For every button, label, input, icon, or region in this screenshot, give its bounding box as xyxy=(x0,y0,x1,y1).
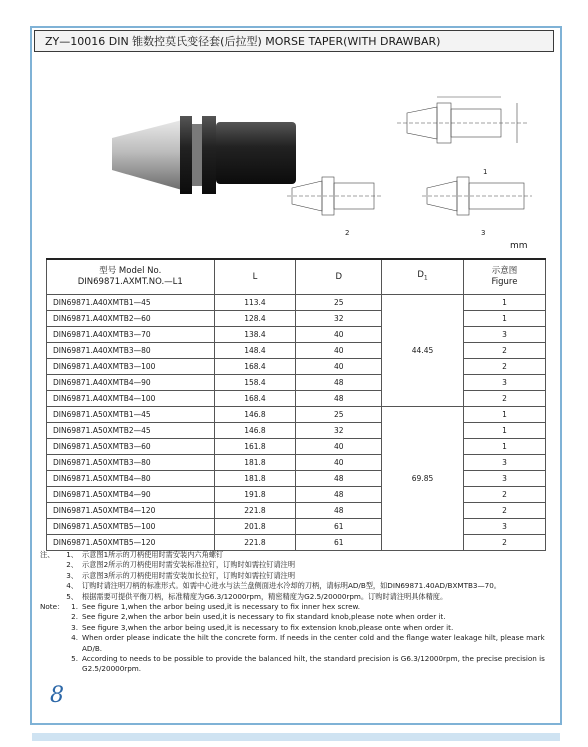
cell-d: 25 xyxy=(296,295,382,311)
note-item xyxy=(40,612,555,622)
note-item xyxy=(40,571,555,581)
cell-model: DIN69871.A40XMTB4—100 xyxy=(47,391,215,407)
cell-l: 158.4 xyxy=(214,375,296,391)
note-item xyxy=(40,581,555,591)
cell-l: 191.8 xyxy=(214,487,296,503)
note-label xyxy=(40,612,64,622)
cell-l: 201.8 xyxy=(214,519,296,535)
note-item xyxy=(40,550,555,560)
note-text: 根据需要可提供平衡刀柄，标准精度为G6.3/12000rpm，精密精度为G2.5/20000rpm。订购时请注明具体精度。 xyxy=(82,591,448,601)
cell-figure: 2 xyxy=(463,343,545,359)
cell-figure: 2 xyxy=(463,487,545,503)
cell-d: 61 xyxy=(296,519,382,535)
note-label xyxy=(40,623,64,633)
cell-d: 40 xyxy=(296,439,382,455)
cell-d: 48 xyxy=(296,375,382,391)
header-l: L xyxy=(214,259,296,295)
cell-d: 25 xyxy=(296,407,382,423)
notes-english xyxy=(40,602,555,675)
table-row xyxy=(47,423,546,439)
cell-d: 32 xyxy=(296,423,382,439)
page-footer-bar xyxy=(32,733,560,741)
notes xyxy=(40,550,555,675)
cell-l: 168.4 xyxy=(214,391,296,407)
note-label: 注、 xyxy=(40,550,55,559)
cell-figure: 3 xyxy=(463,455,545,471)
header-model: 型号 Model No. DIN69871.AXMT.NO.—L1 xyxy=(47,259,215,295)
cell-figure: 2 xyxy=(463,535,545,551)
note-label: Note： xyxy=(40,602,65,612)
cell-model: DIN69871.A50XMTB5—100 xyxy=(47,519,215,535)
technical-drawings xyxy=(287,83,552,253)
cell-figure: 2 xyxy=(463,503,545,519)
cell-l: 138.4 xyxy=(214,327,296,343)
note-text: See figure 1,when the arbor being used,it is necessary to fix inner hex screw. xyxy=(82,602,360,612)
page-frame xyxy=(30,26,562,725)
cell-l: 221.8 xyxy=(214,535,296,551)
header-figure: 示意图 Figure xyxy=(463,259,545,295)
cell-model: DIN69871.A50XMTB1—45 xyxy=(47,407,215,423)
note-number: 5. xyxy=(71,654,78,664)
cell-model: DIN69871.A40XMTB3—70 xyxy=(47,327,215,343)
cell-figure: 1 xyxy=(463,311,545,327)
cell-d: 48 xyxy=(296,471,382,487)
cell-figure: 1 xyxy=(463,295,545,311)
spec-table xyxy=(46,258,546,551)
cell-d: 40 xyxy=(296,327,382,343)
note-label xyxy=(40,654,64,675)
note-number: 5、 xyxy=(66,591,78,601)
cell-d: 40 xyxy=(296,359,382,375)
cell-l: 113.4 xyxy=(214,295,296,311)
cell-d: 48 xyxy=(296,391,382,407)
cell-d: 32 xyxy=(296,311,382,327)
table-row xyxy=(47,375,546,391)
spec-table-body xyxy=(47,295,546,551)
table-row xyxy=(47,343,546,359)
note-label xyxy=(40,560,64,570)
cell-figure: 2 xyxy=(463,359,545,375)
note-text: When order please indicate the hilt the concrete form. If needs in the center cold and the flange water leakage hilt, please mark AD/B. xyxy=(82,633,545,653)
note-text: See figure 2,when the arbor bein used,it is necessary to fix standard knob,please note when order it. xyxy=(82,612,446,622)
cell-model: DIN69871.A50XMTB4—90 xyxy=(47,487,215,503)
note-label xyxy=(40,581,64,591)
note-number: 1. xyxy=(71,602,78,612)
cell-l: 128.4 xyxy=(214,311,296,327)
note-number: 1、 xyxy=(66,550,78,559)
cell-d: 48 xyxy=(296,487,382,503)
note-number: 3. xyxy=(71,622,78,632)
cell-model: DIN69871.A40XMTB1—45 xyxy=(47,295,215,311)
cell-d: 48 xyxy=(296,503,382,519)
note-text: According to needs to be possible to provide the balanced hilt, the standard precision is G6.3/12000rpm, the precise precision is G2.5/20000rpm. xyxy=(82,654,545,674)
note-label xyxy=(40,592,64,602)
cell-l: 221.8 xyxy=(214,503,296,519)
note-item xyxy=(40,633,555,654)
cell-figure: 3 xyxy=(463,375,545,391)
cell-model: DIN69871.A40XMTB3—80 xyxy=(47,343,215,359)
note-item xyxy=(40,602,555,612)
table-row xyxy=(47,391,546,407)
cell-d1: 44.45 xyxy=(382,295,464,407)
note-item xyxy=(40,623,555,633)
cell-model: DIN69871.A40XMTB2—60 xyxy=(47,311,215,327)
cell-figure: 1 xyxy=(463,423,545,439)
note-label xyxy=(40,633,64,654)
cell-d1: 69.85 xyxy=(382,407,464,551)
cell-l: 181.8 xyxy=(214,455,296,471)
table-row xyxy=(47,311,546,327)
note-number: 4、 xyxy=(66,581,78,591)
note-number: 2. xyxy=(71,612,78,622)
table-row xyxy=(47,359,546,375)
note-text: See figure 3,when the arbor being used,it is necessary to fix extension knob,please onte when order it. xyxy=(82,622,454,632)
cell-l: 168.4 xyxy=(214,359,296,375)
cell-l: 148.4 xyxy=(214,343,296,359)
cell-d: 40 xyxy=(296,455,382,471)
note-item xyxy=(40,592,555,602)
cell-figure: 1 xyxy=(463,439,545,455)
table-row xyxy=(47,327,546,343)
cell-model: DIN69871.A50XMTB4—80 xyxy=(47,471,215,487)
cell-figure: 3 xyxy=(463,327,545,343)
note-item xyxy=(40,560,555,570)
note-text: 示意图2所示的刀柄使用时需安装标准拉钉，订购时如需拉钉请注明 xyxy=(82,560,296,570)
cell-l: 161.8 xyxy=(214,439,296,455)
page-number: 8 xyxy=(50,683,64,708)
cell-figure: 3 xyxy=(463,471,545,487)
note-text: 订购时请注明刀柄的标准形式。如需中心进水与法兰盘侧面进水冷却的刀柄，请标明AD/B型，如DIN69871.40AD/BXMTB3—70。 xyxy=(82,581,501,591)
figure-label-1: 1 xyxy=(483,168,488,176)
table-row xyxy=(47,471,546,487)
table-row xyxy=(47,295,546,311)
table-row xyxy=(47,439,546,455)
cell-d: 40 xyxy=(296,343,382,359)
cell-l: 181.8 xyxy=(214,471,296,487)
note-text: 示意图3所示的刀柄使用时需安装加长拉钉，订购时如需拉钉请注明 xyxy=(82,570,296,580)
table-row xyxy=(47,455,546,471)
page-title: ZY—10016 DIN 锥数控莫氏变径套(后拉型) MORSE TAPER(WITH DRAWBAR) xyxy=(34,30,554,52)
figure-label-3: 3 xyxy=(481,229,486,237)
cell-model: DIN69871.A50XMTB4—120 xyxy=(47,503,215,519)
product-photo xyxy=(112,98,302,208)
unit-label: mm xyxy=(510,241,528,251)
note-number: 2、 xyxy=(66,560,78,570)
note-number: 4. xyxy=(71,633,78,643)
cell-model: DIN69871.A50XMTB2—45 xyxy=(47,423,215,439)
cell-figure: 2 xyxy=(463,391,545,407)
table-row xyxy=(47,407,546,423)
figure-label-2: 2 xyxy=(345,229,350,237)
note-text: 示意图1所示的刀柄使用时需安装内六角螺钉 xyxy=(82,550,224,559)
note-number: 3、 xyxy=(66,570,78,580)
cell-figure: 1 xyxy=(463,407,545,423)
header-d1: $D_1$ xyxy=(382,259,464,295)
table-row xyxy=(47,487,546,503)
cell-model: DIN69871.A50XMTB3—80 xyxy=(47,455,215,471)
cell-model: DIN69871.A40XMTB4—90 xyxy=(47,375,215,391)
table-row xyxy=(47,519,546,535)
header-d: D xyxy=(296,259,382,295)
notes-chinese xyxy=(40,550,555,602)
cell-figure: 3 xyxy=(463,519,545,535)
table-row xyxy=(47,535,546,551)
note-label xyxy=(40,571,64,581)
cell-model: DIN69871.A40XMTB3—100 xyxy=(47,359,215,375)
cell-d: 61 xyxy=(296,535,382,551)
cell-model: DIN69871.A50XMTB5—120 xyxy=(47,535,215,551)
table-row xyxy=(47,503,546,519)
note-item xyxy=(40,654,555,675)
cell-l: 146.8 xyxy=(214,407,296,423)
cell-model: DIN69871.A50XMTB3—60 xyxy=(47,439,215,455)
cell-l: 146.8 xyxy=(214,423,296,439)
